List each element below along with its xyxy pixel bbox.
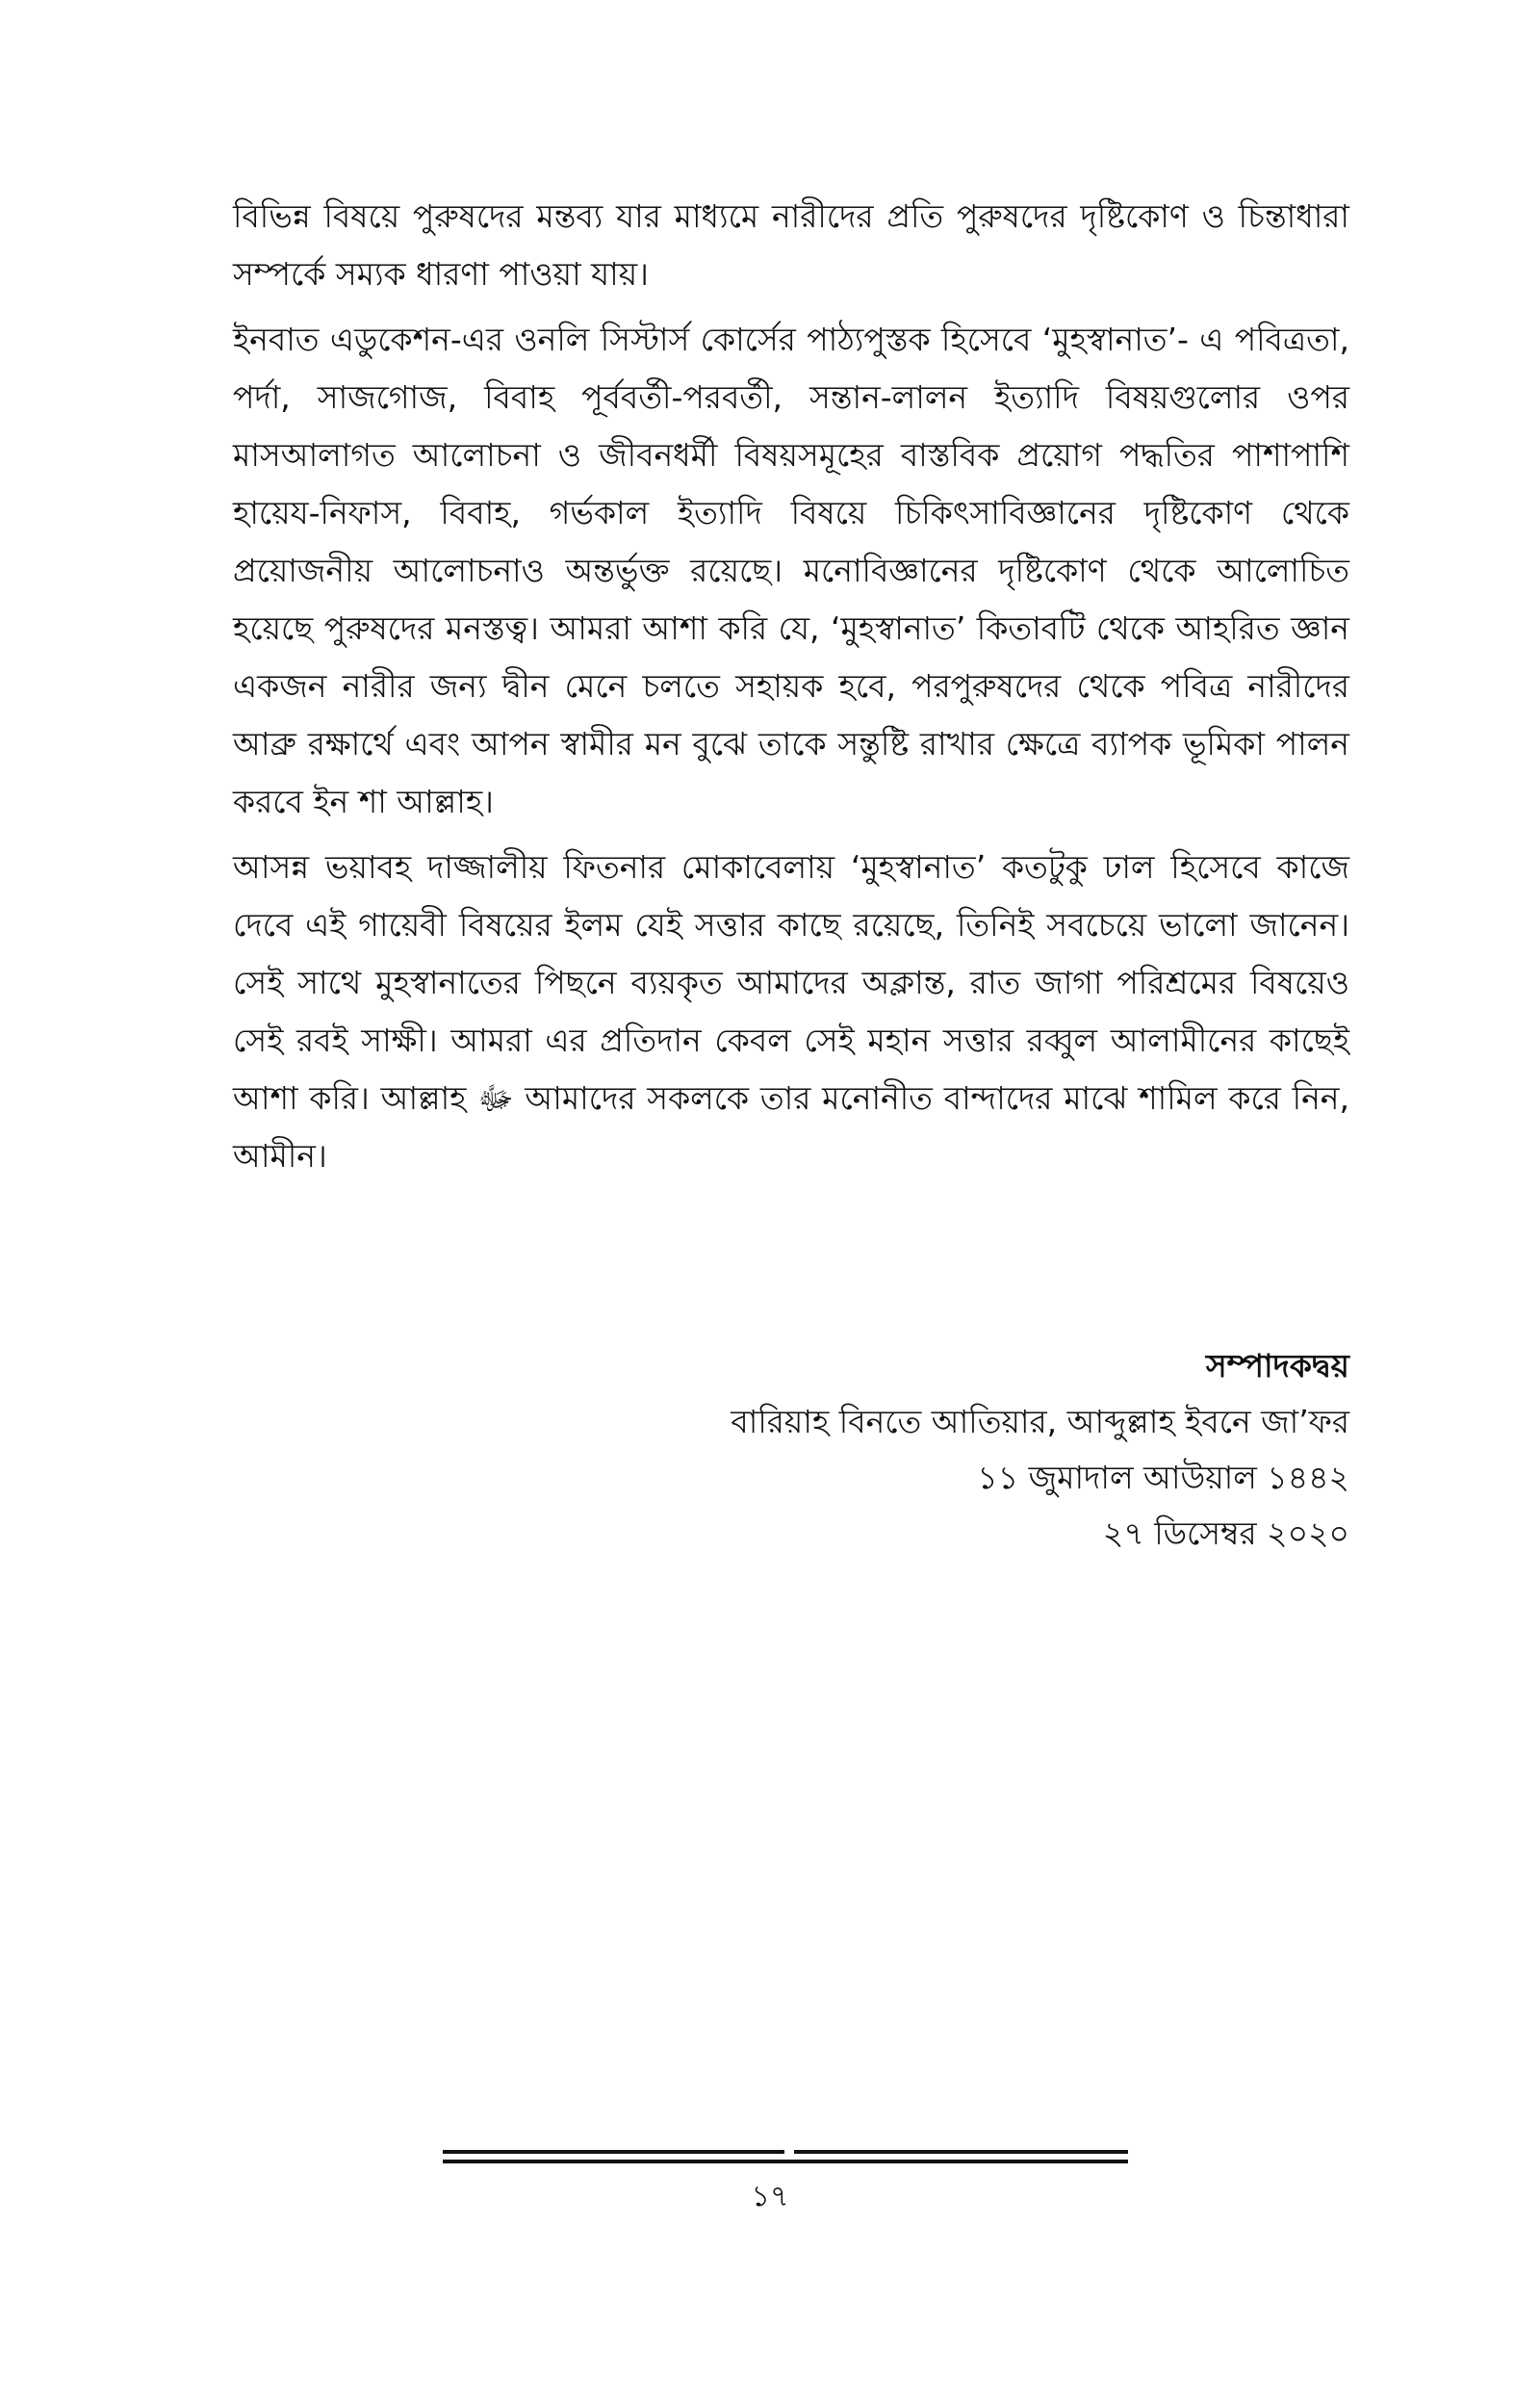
- hijri-date: ১১ জুমাদাল আউয়াল ১৪৪২: [977, 1459, 1349, 1496]
- paragraph-2: ইনবাত এডুকেশন-এর ওনলি সিস্টার্স কোর্সের পাঠ্যপুস্তক হিসেবে ‘মুহস্বানাত’- এ পবিত্রতা, পর্দা, সাজগোজ, বিবাহ পূর্ববর্তী-পরবর্তী, সন্তান-লালন ইত্যাদি বিষয়গুলোর ওপর মাসআলাগত আলোচনা ও জীবনধর্মী বিষয়সমূহের বাস্তবিক প্রয়োগ পদ্ধতির পাশাপাশি হায়েয-নিফাস, বিবাহ, গর্ভকাল ইত্যাদি বিষয়ে চিকিৎসাবিজ্ঞানের দৃষ্টিকোণ থেকে প্রয়োজনীয় আলোচনাও অন্তর্ভুক্ত রয়েছে। মনোবিজ্ঞানের দৃষ্টিকোণ থেকে আলোচিত হয়েছে পুরুষদের মনস্তত্ব। আমরা আশা করি যে, ‘মুহস্বানাত’ কিতাবটি থেকে আহরিত জ্ঞান একজন নারীর জন্য দ্বীন মেনে চলতে সহায়ক হবে, পরপুরুষদের থেকে পবিত্র নারীদের আব্রু রক্ষার্থে এবং আপন স্বামীর মন বুঝে তাকে সন্তুষ্টি রাখার ক্ষেত্রে ব্যাপক ভূমিকা পালন করবে ইন শা আল্লাহ।: [233, 321, 1349, 820]
- gregorian-date: ২৭ ডিসেম্বর ২০২০: [1102, 1514, 1349, 1552]
- paragraph-1: বিভিন্ন বিষয়ে পুরুষদের মন্তব্য যার মাধ্যমে নারীদের প্রতি পুরুষদের দৃষ্টিকোণ ও চিন্তাধারা সম্পর্কে সম্যক ধারণা পাওয়া যায়।: [233, 197, 1349, 293]
- footer-double-rule: [443, 2150, 1128, 2171]
- page-number: ১৭: [751, 2180, 789, 2213]
- editors-signoff: [731, 1338, 1349, 1562]
- signoff-heading: সম্পাদকদ্বয়: [1205, 1347, 1349, 1385]
- footer-rule-bottom: [443, 2160, 1128, 2163]
- paragraph-3: আসন্ন ভয়াবহ দাজ্জালীয় ফিতনার মোকাবেলায় ‘মুহস্বানাত’ কতটুকু ঢাল হিসেবে কাজে দেবে এই গায়েবী বিষয়ের ইলম যেই সত্তার কাছে রয়েছে, তিনিই সবচেয়ে ভালো জানেন। সেই সাথে মুহস্বানাতের পিছনে ব্যয়কৃত আমাদের অক্লান্ত, রাত জাগা পরিশ্রমের বিষয়েও সেই রবই সাক্ষী। আমরা এর প্রতিদান কেবল সেই মহান সত্তার রব্বুল আলামীনের কাছেই আশা করি। আল্লাহ ﷻ আমাদের সকলকে তার মনোনীত বান্দাদের মাঝে শামিল করে নিন, আমীন।: [233, 848, 1349, 1175]
- editor-names: বারিয়াহ বিনতে আতিয়ার, আব্দুল্লাহ ইবনে জা’ফর: [731, 1403, 1349, 1440]
- footer-rule-gap: [784, 2150, 794, 2154]
- body-text: [233, 188, 1349, 1193]
